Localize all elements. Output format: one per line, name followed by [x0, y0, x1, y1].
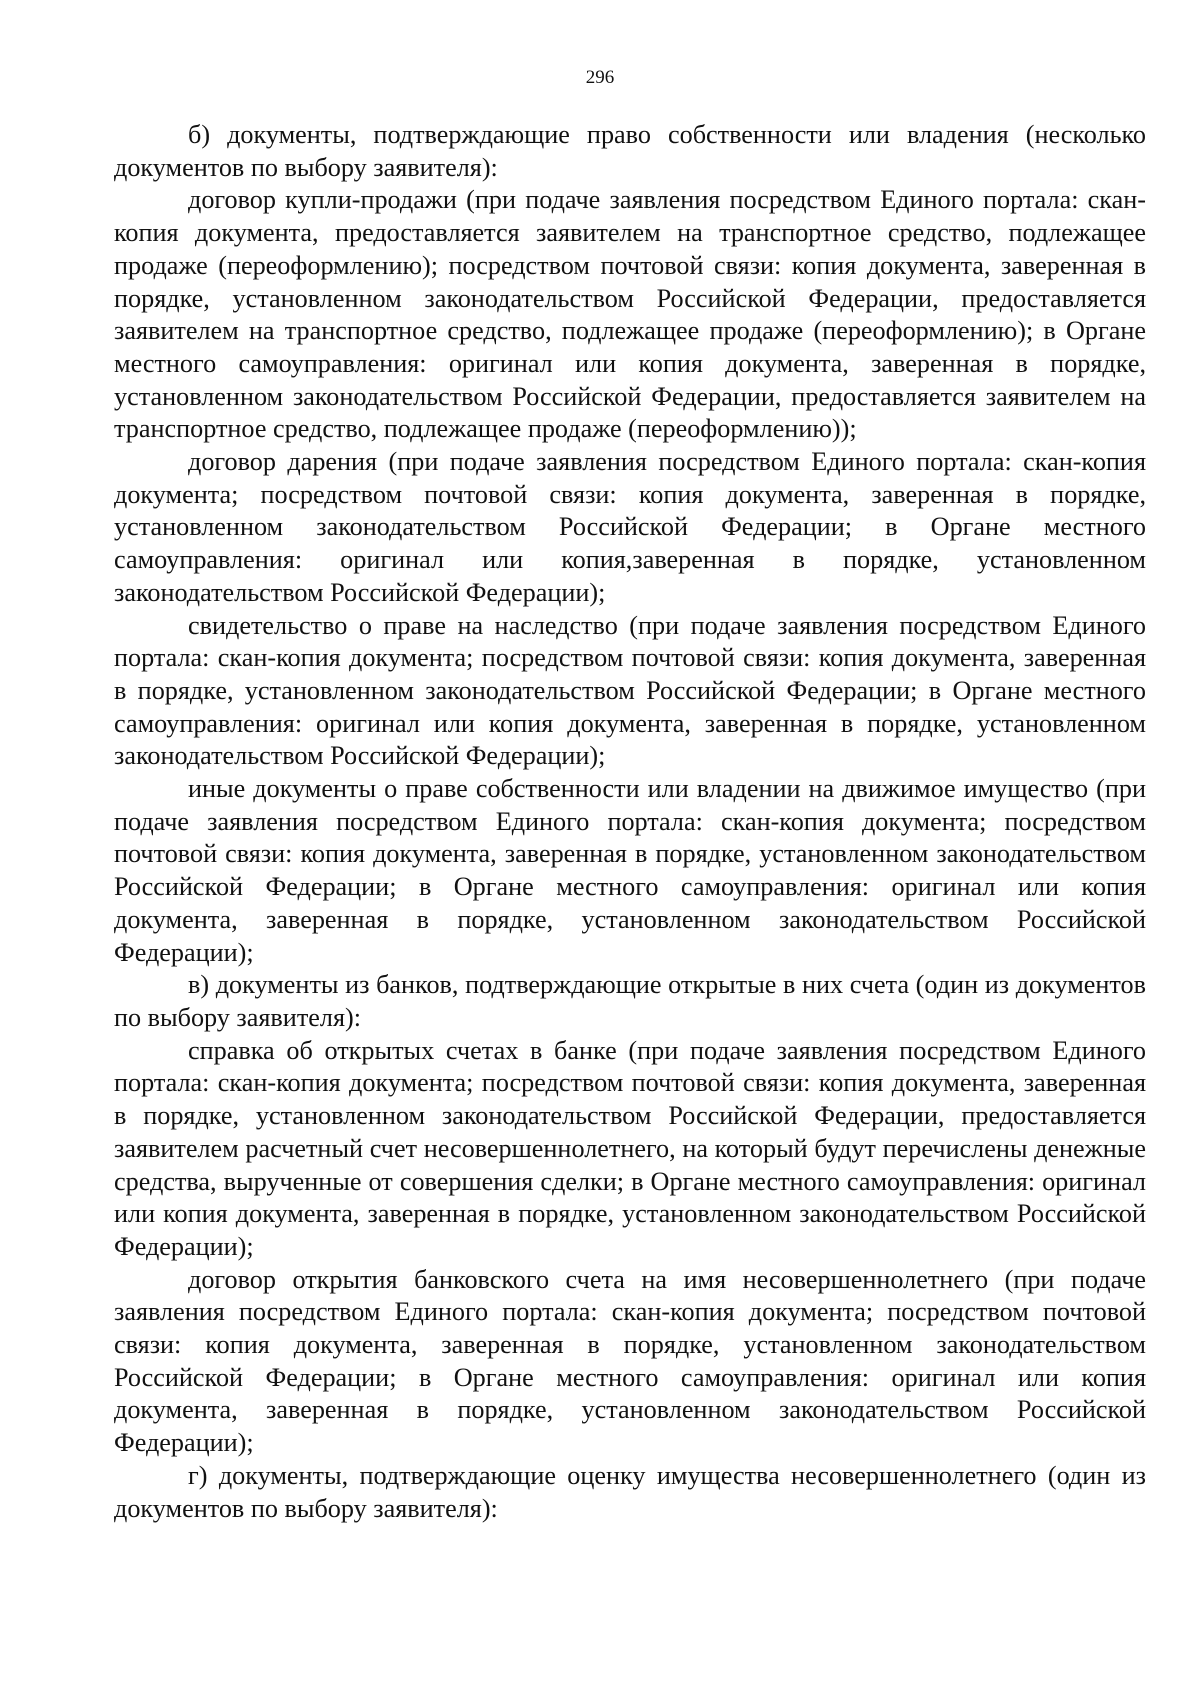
- paragraph-b-ownership-documents: б) документы, подтверждающие право собственности или владения (несколько документов по выбору заявителя):: [114, 120, 1146, 182]
- page-number: 296: [585, 67, 615, 88]
- paragraph-bank-accounts-certificate: справка об открытых счетах в банке (при подаче заявления посредством Единого портала: скан-копия документа; посредством почтовой связи: копия документа, заверенная в порядке, установленном законодательством Российской Федерации, предоставляется заявителем расчетный счет несовершеннолетнего, на который будут перечислены денежные средства, вырученные от совершения сделки; в Органе местного самоуправления: оригинал или копия документа, заверенная в порядке, установленном законодательством Российской Федерации);: [114, 1035, 1146, 1261]
- paragraph-v-bank-documents: в) документы из банков, подтверждающие открытые в них счета (один из документов по выбору заявителя):: [114, 970, 1146, 1032]
- paragraph-bank-account-contract: договор открытия банковского счета на имя несовершеннолетнего (при подаче заявления посредством Единого портала: скан-копия документа; посредством почтовой связи: копия документа, заверенная в порядке, установленном законодательством Российской Федерации; в Органе местного самоуправления: оригинал или копия документа, заверенная в порядке, установленном законодательством Российской Федерации);: [114, 1264, 1146, 1458]
- paragraph-inheritance-certificate: свидетельство о праве на наследство (при подаче заявления посредством Единого портала: скан-копия документа; посредством почтовой связи: копия документа, заверенная в порядке, установленном законодательством Российской Федерации; в Органе местного самоуправления: оригинал или копия документа, заверенная в порядке, установленном законодательством Российской Федерации);: [114, 610, 1146, 771]
- paragraph-gift-contract: договор дарения (при подаче заявления посредством Единого портала: скан-копия документа; посредством почтовой связи: копия документа, заверенная в порядке, установленном законодательством Российской Федерации; в Органе местного самоуправления: оригинал или копия,заверенная в порядке, установленном законодательством Российской Федерации);: [114, 447, 1146, 607]
- paragraph-g-property-valuation: г) документы, подтверждающие оценку имущества несовершеннолетнего (один из документов по выбору заявителя):: [114, 1460, 1146, 1523]
- paragraph-other-ownership-documents: иные документы о праве собственности или владении на движимое имущество (при подаче заявления посредством Единого портала: скан-копия документа; посредством почтовой связи: копия документа, заверенная в порядке, установленном законодательством Российской Федерации; в Органе местного самоуправления: оригинал или копия документа, заверенная в порядке, установленном законодательством Российской Федерации);: [114, 774, 1146, 967]
- paragraph-sale-contract: договор купли-продажи (при подаче заявления посредством Единого портала: скан-копия документа, предоставляется заявителем на транспортное средство, подлежащее продаже (переоформлению); посредством почтовой связи: копия документа, заверенная в порядке, установленном законодательством Российской Федерации, предоставляется заявителем на транспортное средство, подлежащее продаже (переоформлению); в Органе местного самоуправления: оригинал или копия документа, заверенная в порядке, установленном законодательством Российской Федерации, предоставляется заявителем на транспортное средство, подлежащее продаже (переоформлению));: [114, 185, 1146, 444]
- document-body: [114, 119, 1146, 1525]
